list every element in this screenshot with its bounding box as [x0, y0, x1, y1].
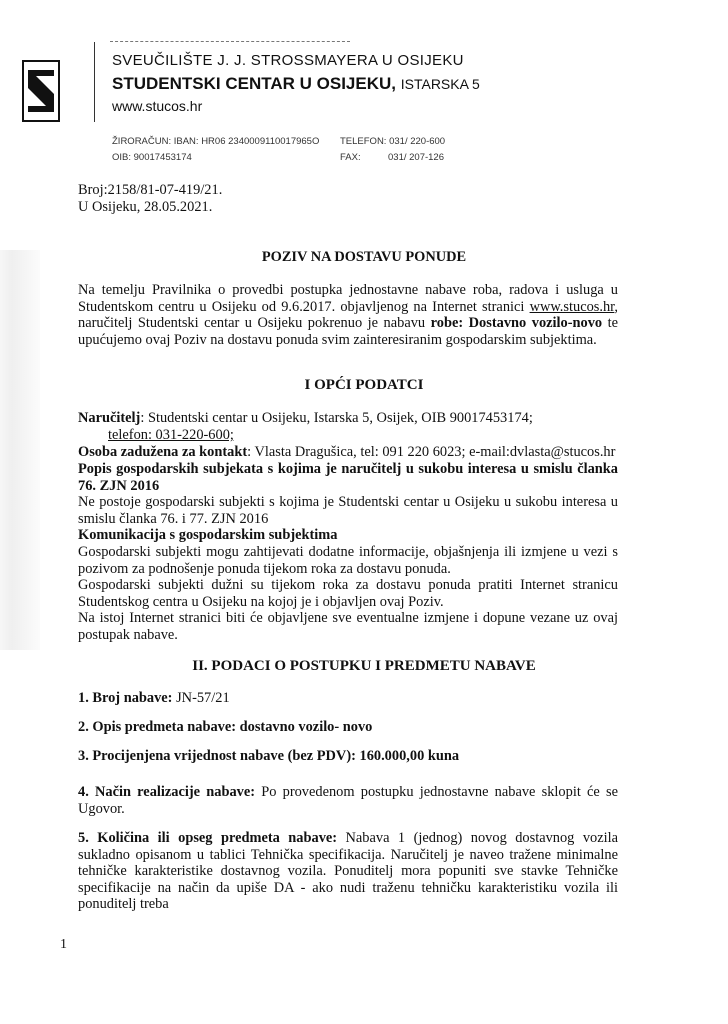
communication-text-3: Na istoj Internet stranici biti će objavljene sve eventualne izmjene i dopune vezane uz ovaj postupak nabave. — [78, 610, 618, 643]
communication-text-2: Gospodarski subjekti dužni su tijekom roka za dostavu ponuda pratiti Internet stranicu Studentskog centra u Osijeku na kojoj je i objavljen ovaj Poziv. — [78, 577, 618, 610]
item-4: 4. Način realizacije nabave: Po provedenom postupku jednostavne nabave sklopit će se Ugovor. — [78, 784, 618, 817]
phone-line: TELEFON: 031/ 220-600 — [340, 136, 446, 147]
fax-label: FAX: — [340, 152, 361, 163]
intro-link[interactable]: www.stucos.hr — [529, 298, 615, 315]
center-name: STUDENTSKI CENTAR U OSIJEKU, ISTARSKA 5 — [112, 74, 480, 93]
communication-heading: Komunikacija s gospodarskim subjektima — [78, 527, 338, 543]
fax-value: 031/ 207-126 — [388, 152, 444, 163]
iban-line: ŽIRORAČUN: IBAN: HR06 2340009110017965O — [112, 136, 320, 147]
scan-edge-artifact — [0, 250, 40, 650]
item-2: 2. Opis predmeta nabave: dostavno vozilo- novo — [78, 719, 373, 735]
conflict-text: Ne postoje gospodarski subjekti s kojima je Studentski centar u Osijeku u sukobu interesa u smislu članka 76. i 77. ZJN 2016 — [78, 494, 618, 527]
intro-paragraph: Na temelju Pravilnika o provedbi postupka jednostavne nabave roba, radova i usluga u Studentskom centru u Osijeku od 9.6.2017. objavljenog na Internet stranici www.stucos.hr, naručitelj Studentski centar u Osijeku pokrenuo je nabavu robe: Dostavno vozilo-novo te upućujemo ovaj Poziv na dostavu ponuda svim zainteresiranim gospodarskim subjektima. — [78, 282, 619, 348]
section-1-title: I OPĆI PODATCI — [304, 377, 424, 393]
header-vertical-rule — [94, 42, 95, 122]
document-title: POZIV NA DOSTAVU PONUDE — [261, 249, 467, 265]
conflict-heading: Popis gospodarskih subjekata s kojima je naručitelj u sukobu interesa u smislu članka 76. ZJN 2016 — [78, 461, 618, 494]
document-number: Broj:2158/81-07-419/21. — [78, 182, 223, 198]
oib-line: OIB: 90017453174 — [112, 152, 192, 163]
university-name: SVEUČILIŠTE J. J. STROSSMAYERA U OSIJEKU — [112, 52, 464, 69]
communication-text-1: Gospodarski subjekti mogu zahtijevati dodatne informacije, objašnjenja ili izmjene u vezi s pozivom za podnošenje ponuda tijekom roka za dostavu ponuda. — [78, 544, 618, 577]
section-2-title: II. PODACI O POSTUPKU I PREDMETU NABAVE — [192, 658, 536, 674]
place-date: U Osijeku, 28.05.2021. — [78, 199, 213, 215]
page-number: 1 — [60, 937, 67, 952]
telefon-line: telefon: 031-220-600; — [108, 427, 234, 443]
website-link[interactable]: www.stucos.hr — [112, 98, 203, 114]
contact-person-line: Osoba zadužena za kontakt: Vlasta Dragušica, tel: 091 220 6023; e-mail:dvlasta@stucos.hr — [78, 444, 616, 460]
item-5: 5. Količina ili opseg predmeta nabave: Nabava 1 (jednog) novog dostavnog vozila sukladno opisanom u tablici Tehnička specifikacija. Naručitelj je naveo tražene minimalne tehničke karakteristike dostavnog vozila. Ponuditelj mora popuniti sve stavke Tehničke specifikacije na način da upiše DA - ako nudi traženu tehničku karakteristiku vozila ili ponuditelj treba — [78, 830, 618, 912]
item-3: 3. Procijenjena vrijednost nabave (bez PDV): 160.000,00 kuna — [78, 748, 460, 764]
stucos-logo-icon — [22, 60, 60, 122]
header-top-rule — [110, 41, 350, 42]
narucitelj-line: Naručitelj: Studentski centar u Osijeku, Istarska 5, Osijek, OIB 90017453174; — [78, 410, 533, 426]
item-1: 1. Broj nabave: JN-57/21 — [78, 690, 230, 706]
